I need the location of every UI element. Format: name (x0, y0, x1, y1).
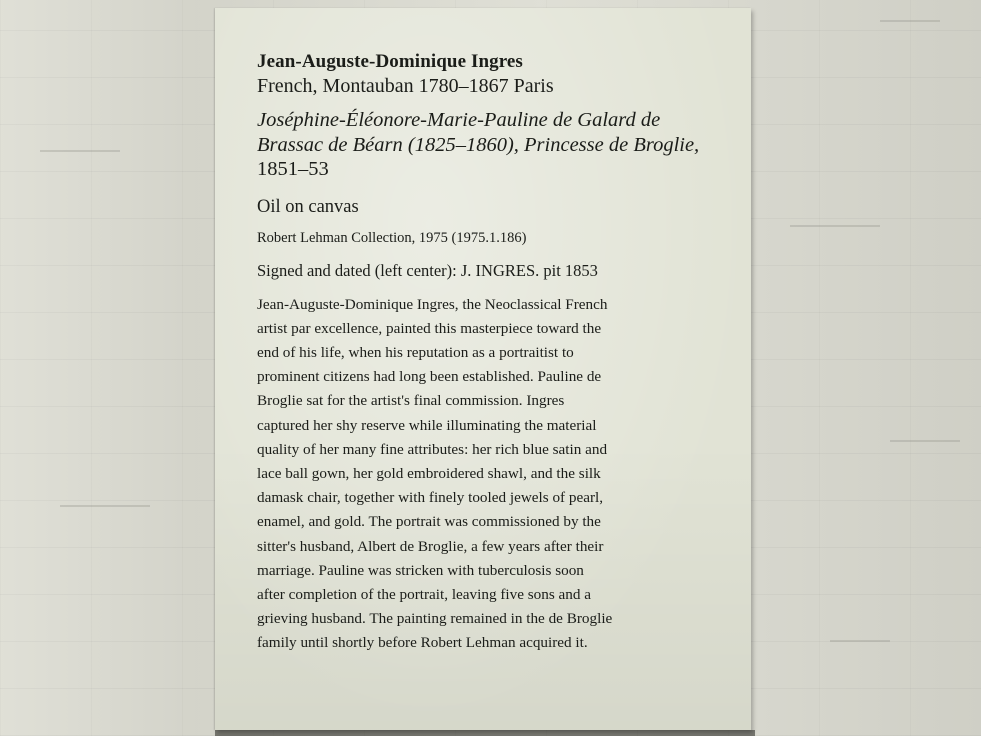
description-line: Jean-Auguste-Dominique Ingres, the Neoclassical French (257, 295, 608, 313)
description-line: prominent citizens had long been established. Pauline de (257, 368, 602, 386)
wall-texture (890, 440, 960, 442)
artist-bio: French, Montauban 1780–1867 Paris (257, 75, 554, 97)
label-shadow (215, 730, 755, 736)
credit-line: Robert Lehman Collection, 1975 (1975.1.186) (257, 229, 527, 246)
description (257, 293, 719, 656)
artwork-title-text: Joséphine-Éléonore-Marie-Pauline de Galard de Brassac de Béarn (1825–1860), Princesse de Broglie, (257, 109, 700, 156)
description-line: Broglie sat for the artist's final commission. Ingres (257, 392, 565, 410)
description-line: captured her shy reserve while illuminating the material (257, 416, 597, 434)
description-line: quality of her many fine attributes: her rich blue satin and (257, 440, 608, 458)
wall-texture (40, 150, 120, 152)
description-line: after completion of the portrait, leaving five sons and a (257, 585, 592, 603)
description-line: lace ball gown, her gold embroidered shawl, and the silk (257, 464, 601, 482)
description-line: family until shortly before Robert Lehman acquired it. (257, 634, 588, 652)
description-line: damask chair, together with finely tooled jewels of pearl, (257, 489, 604, 507)
artwork-date: 1851–53 (257, 158, 329, 180)
artist-name: Jean-Auguste-Dominique Ingres (257, 51, 523, 72)
wall-texture (880, 20, 940, 22)
wall-texture (60, 505, 150, 507)
wall-texture (790, 225, 880, 227)
wall-texture (830, 640, 890, 642)
description-line: sitter's husband, Albert de Broglie, a few years after their (257, 537, 604, 555)
museum-wall-label (215, 8, 751, 730)
description-line: artist par excellence, painted this masterpiece toward the (257, 319, 602, 337)
artwork-medium: Oil on canvas (257, 196, 359, 217)
inscription: Signed and dated (left center): J. INGRES. pit 1853 (257, 260, 598, 280)
description-line: end of his life, when his reputation as a portraitist to (257, 343, 574, 361)
description-line: enamel, and gold. The portrait was commissioned by the (257, 513, 601, 531)
artwork-title (257, 108, 727, 182)
description-line: marriage. Pauline was stricken with tuberculosis soon (257, 561, 584, 579)
description-line: grieving husband. The painting remained in the de Broglie (257, 610, 613, 628)
